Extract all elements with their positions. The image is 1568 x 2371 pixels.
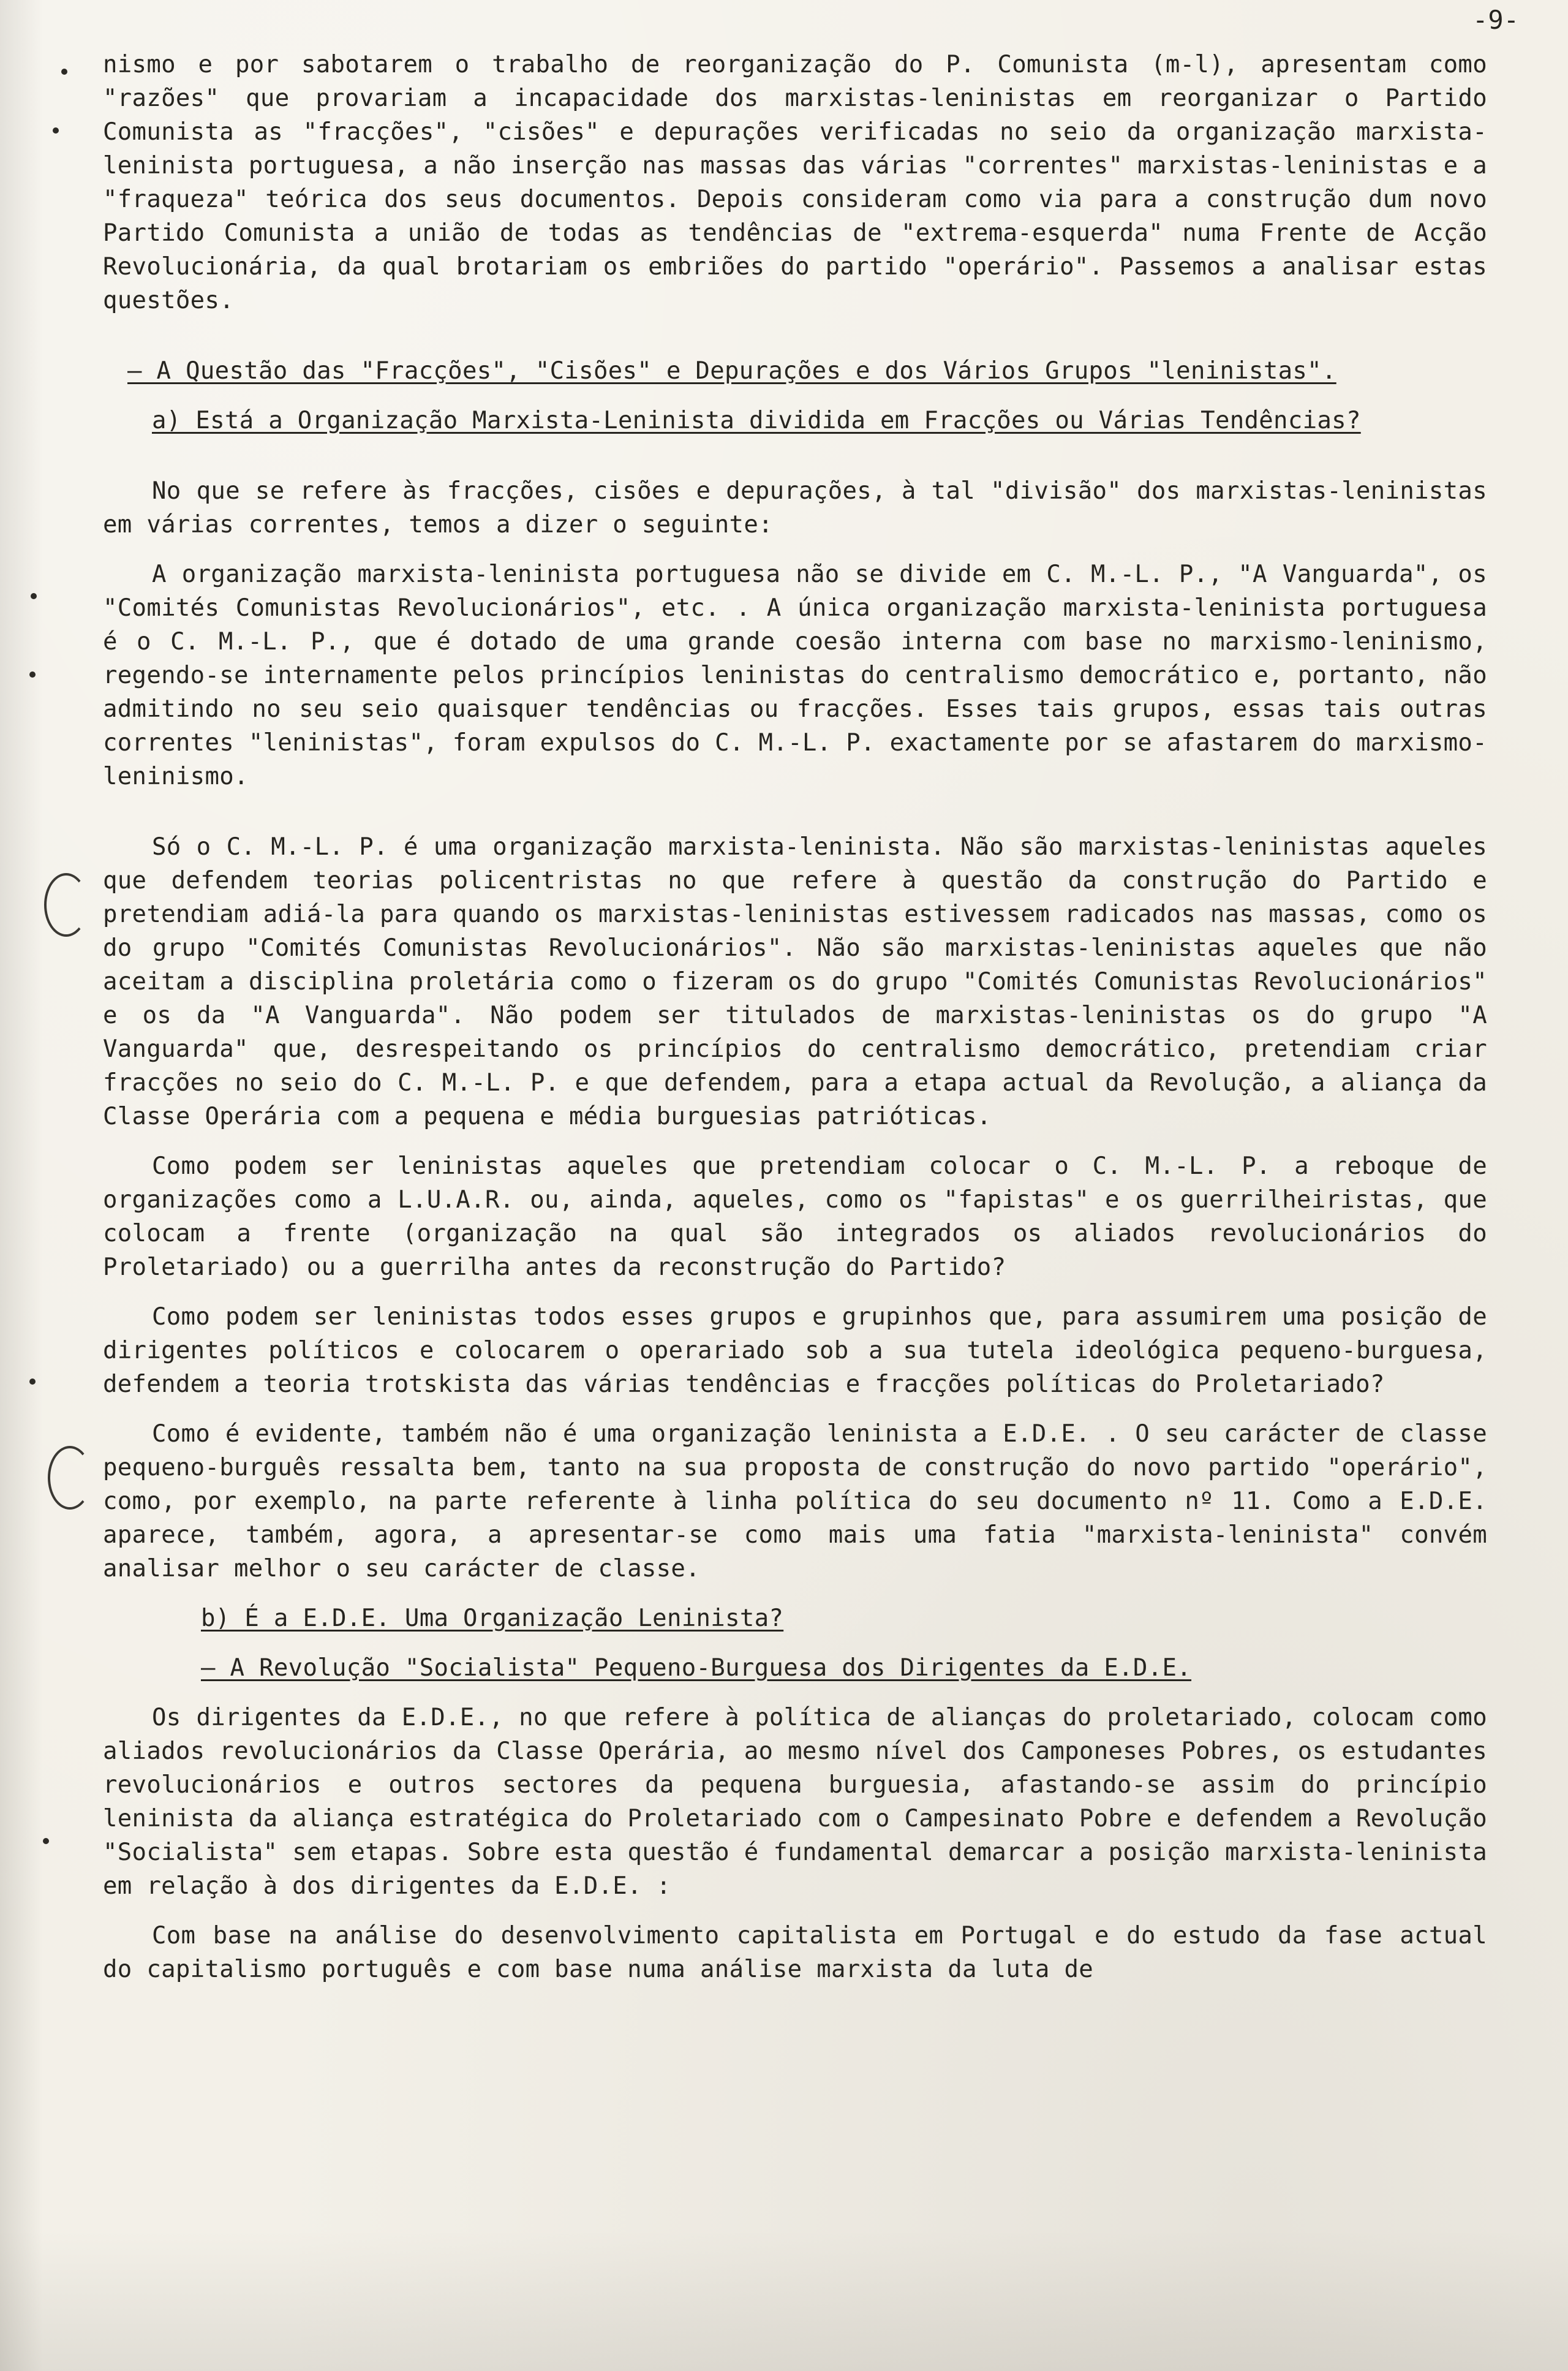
paragraph-so-o-cmlp: Só o C. M.-L. P. é uma organização marxista-leninista. Não são marxistas-leninistas aqueles que defendem teorias policentristas no que refere à questão da construção do Partido e pretendiam adiá-la para quando os marxistas-leninistas estivessem radicados nas massas, como os do grupo "Comités Comunistas Revolucionários". Não são marxistas-leninistas aqueles que não aceitam a disciplina proletária como o fizeram os do grupo "Comités Comunistas Revolucionários" e os da "A Vanguarda". Não podem ser titulados de marxistas-leninistas os do grupo "A Vanguarda" que, desrespeitando os princípios do centralismo democrático, pretendiam criar fracções no seio do C. M.-L. P. e que defendem, para a etapa actual da Revolução, a aliança da Classe Operária com a pequena e média burguesias patrióticas. xyxy=(103,833,1487,1130)
paragraph-analise: Com base na análise do desenvolvimento capitalista em Portugal e do estudo da fase actual do capitalismo português e com base numa análise marxista da luta de xyxy=(103,1922,1487,1983)
page-number: -9- xyxy=(1472,5,1519,35)
paragraph-luar: Como podem ser leninistas aqueles que pretendiam colocar o C. M.-L. P. a reboque de organizações como a L.U.A.R. ou, ainda, aqueles, como os "fapistas" e os guerrilheiristas, que colocam a frente (organização na qual são integrados os aliados revolucionários do Proletariado) ou a guerrilha antes da reconstrução do Partido? xyxy=(103,1152,1487,1281)
margin-mark xyxy=(53,127,59,134)
paragraph-organizacao: A organização marxista-leninista portuguesa não se divide em C. M.-L. P., "A Vanguarda", os "Comités Comunistas Revolucionários", etc. . A única organização marxista-leninista portuguesa é o C. M.-L. P., que é dotado de uma grande coesão interna com base no marxismo-leninismo, regendo-se internamente pelos princípios leninistas do centralismo democrático e, portanto, não admitindo no seu seio quaisquer tendências ou fracções. Esses tais grupos, essas tais outras correntes "leninistas", foram expulsos do C. M.-L. P. exactamente por se afastarem do marxismo-leninismo. xyxy=(103,561,1487,790)
margin-mark xyxy=(29,671,36,678)
punch-hole-lower xyxy=(48,1446,92,1510)
document-body xyxy=(103,48,1487,1986)
subheading-a: a) Está a Organização Marxista-Leninista dividida em Fracções ou Várias Tendências? xyxy=(152,407,1361,434)
margin-mark xyxy=(31,593,37,599)
paragraph-grupinhos: Como podem ser leninistas todos esses grupos e grupinhos que, para assumirem uma posição de dirigentes políticos e colocarem o operariado sob a sua tutela ideológica pequeno-burguesa, defendem a teoria trotskista das várias tendências e fracções políticas do Proletariado? xyxy=(103,1303,1487,1398)
paragraph-dirigentes: Os dirigentes da E.D.E., no que refere à política de alianças do proletariado, colocam como aliados revolucionários da Classe Operária, ao mesmo nível dos Camponeses Pobres, os estudantes revolucionários e outros sectores da pequena burguesia, afastando-se assim do princípio leninista da aliança estratégica do Proletariado com o Campesinato Pobre e defendem a Revolução "Socialista" sem etapas. Sobre esta questão é fundamental demarcar a posição marxista-leninista em relação à dos dirigentes da E.D.E. : xyxy=(103,1704,1487,1900)
paragraph-ede: Como é evidente, também não é uma organização leninista a E.D.E. . O seu carácter de classe pequeno-burguês ressalta bem, tanto na sua proposta de construção do novo partido "operário", como, por exemplo, na parte referente à linha política do seu documento nº 11. Como a E.D.E. aparece, também, agora, a apresentar-se como mais uma fatia "marxista-leninista" convém analisar melhor o seu carácter de classe. xyxy=(103,1420,1487,1583)
subheading-b: b) É a E.D.E. Uma Organização Leninista? xyxy=(201,1605,784,1632)
paragraph-fraccoes: No que se refere às fracções, cisões e depurações, à tal "divisão" dos marxistas-leninistas em várias correntes, temos a dizer o seguinte: xyxy=(103,477,1487,539)
punch-hole-upper xyxy=(44,873,88,937)
margin-mark xyxy=(43,1838,49,1844)
margin-mark xyxy=(61,69,67,75)
section-heading-fraccoes: – A Questão das "Fracções", "Cisões" e Depurações e dos Vários Grupos "leninistas". xyxy=(127,357,1336,385)
margin-mark xyxy=(29,1378,36,1385)
paragraph-intro: nismo e por sabotarem o trabalho de reorganização do P. Comunista (m-l), apresentam como "razões" que provariam a incapacidade dos marxistas-leninistas em reorganizar o Partido Comunista as "fracções", "cisões" e depurações verificadas no seio da organização marxista-leninista portuguesa, a não inserção nas massas das várias "correntes" marxistas-leninistas e a "fraqueza" teórica dos seus documentos. Depois consideram como via para a construção dum novo Partido Comunista a união de todas as tendências de "extrema-esquerda" numa Frente de Acção Revolucionária, da qual brotariam os embriões do partido "operário". Passemos a analisar estas questões. xyxy=(103,51,1487,314)
subheading-revolucao: – A Revolução "Socialista" Pequeno-Burguesa dos Dirigentes da E.D.E. xyxy=(201,1654,1192,1682)
